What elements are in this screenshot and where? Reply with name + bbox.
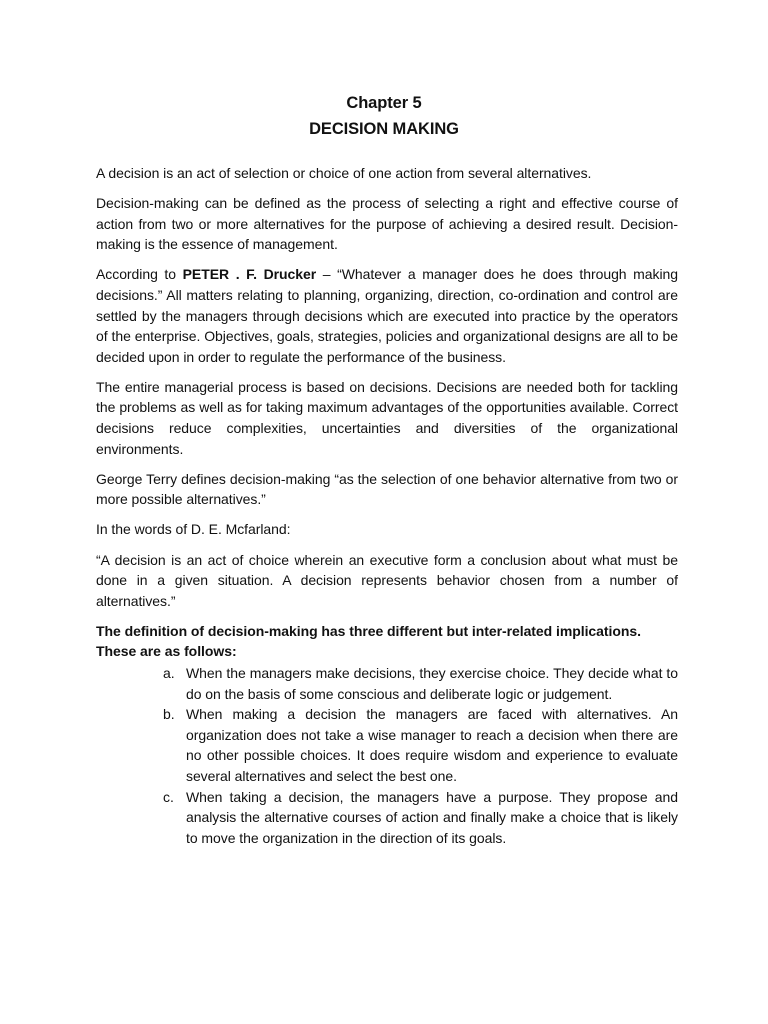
chapter-title: DECISION MAKING	[309, 120, 459, 138]
paragraph-drucker-quote	[96, 264, 678, 367]
paragraph-mcfarland-quote: “A decision is an act of choice wherein an executive form a conclusion about what must be done in a given situation. A decision represents behavior chosen from a number of alternatives.”	[96, 551, 678, 609]
list-item-text: When taking a decision, the managers have a purpose. They propose and analysis the alternative courses of action and finally make a choice that is likely to move the organization in the direction of its goals.	[186, 788, 678, 846]
drucker-quote-text: – “Whatever a manager does he does through making decisions.” All matters relating to planning, organizing, direction, co-ordination and control are settled by the managers through decisions which are executed into practice by the operators of the enterprise. Objectives, goals, strategies, policies and organizational designs are all to be decided upon in order to regulate the performance of the business.	[96, 266, 679, 365]
list-item	[96, 663, 678, 704]
implications-subheading: These are as follows:	[96, 643, 237, 660]
paragraph-george-terry: George Terry defines decision-making “as the selection of one behavior alternative from two or more possible alternatives.”	[96, 470, 678, 508]
list-item-marker: c.	[163, 788, 174, 805]
chapter-body	[96, 163, 678, 848]
list-item-text: When the managers make decisions, they exercise choice. They decide what to do on the basis of some conscious and deliberate logic or judgement.	[186, 664, 678, 702]
chapter-heading	[0, 93, 768, 145]
list-item-marker: a.	[163, 664, 175, 681]
paragraph-decision-making-definition: Decision-making can be defined as the process of selecting a right and effective course of action from two or more alternatives for the purpose of achieving a desired result. Decision-making is the essence of management.	[96, 195, 678, 253]
paragraph-managerial-process: The entire managerial process is based on decisions. Decisions are needed both for tackling the problems as well as for taking maximum advantages of the opportunities available. Correct decisions reduce complexities, uncertainties and diversities of the organizational environments.	[96, 378, 678, 457]
implications-list	[96, 663, 678, 848]
list-item	[96, 787, 678, 849]
paragraph-definition: A decision is an act of selection or choice of one action from several alternatives.	[96, 165, 592, 181]
drucker-prefix: According to	[96, 266, 183, 283]
list-item-text: When making a decision the managers are faced with alternatives. An organization does not take a wise manager to reach a decision when there are no other possible choices. It does require wisdom and experience to evaluate several alternatives and select the best one.	[186, 706, 678, 784]
chapter-number: Chapter 5	[346, 94, 422, 112]
implications-heading: The definition of decision-making has three different but inter-related implications.	[96, 622, 641, 639]
list-item-marker: b.	[163, 706, 175, 723]
paragraph-mcfarland-intro: In the words of D. E. Mcfarland:	[96, 521, 291, 538]
list-item	[96, 704, 678, 786]
drucker-name: PETER . F. Drucker	[182, 266, 317, 283]
